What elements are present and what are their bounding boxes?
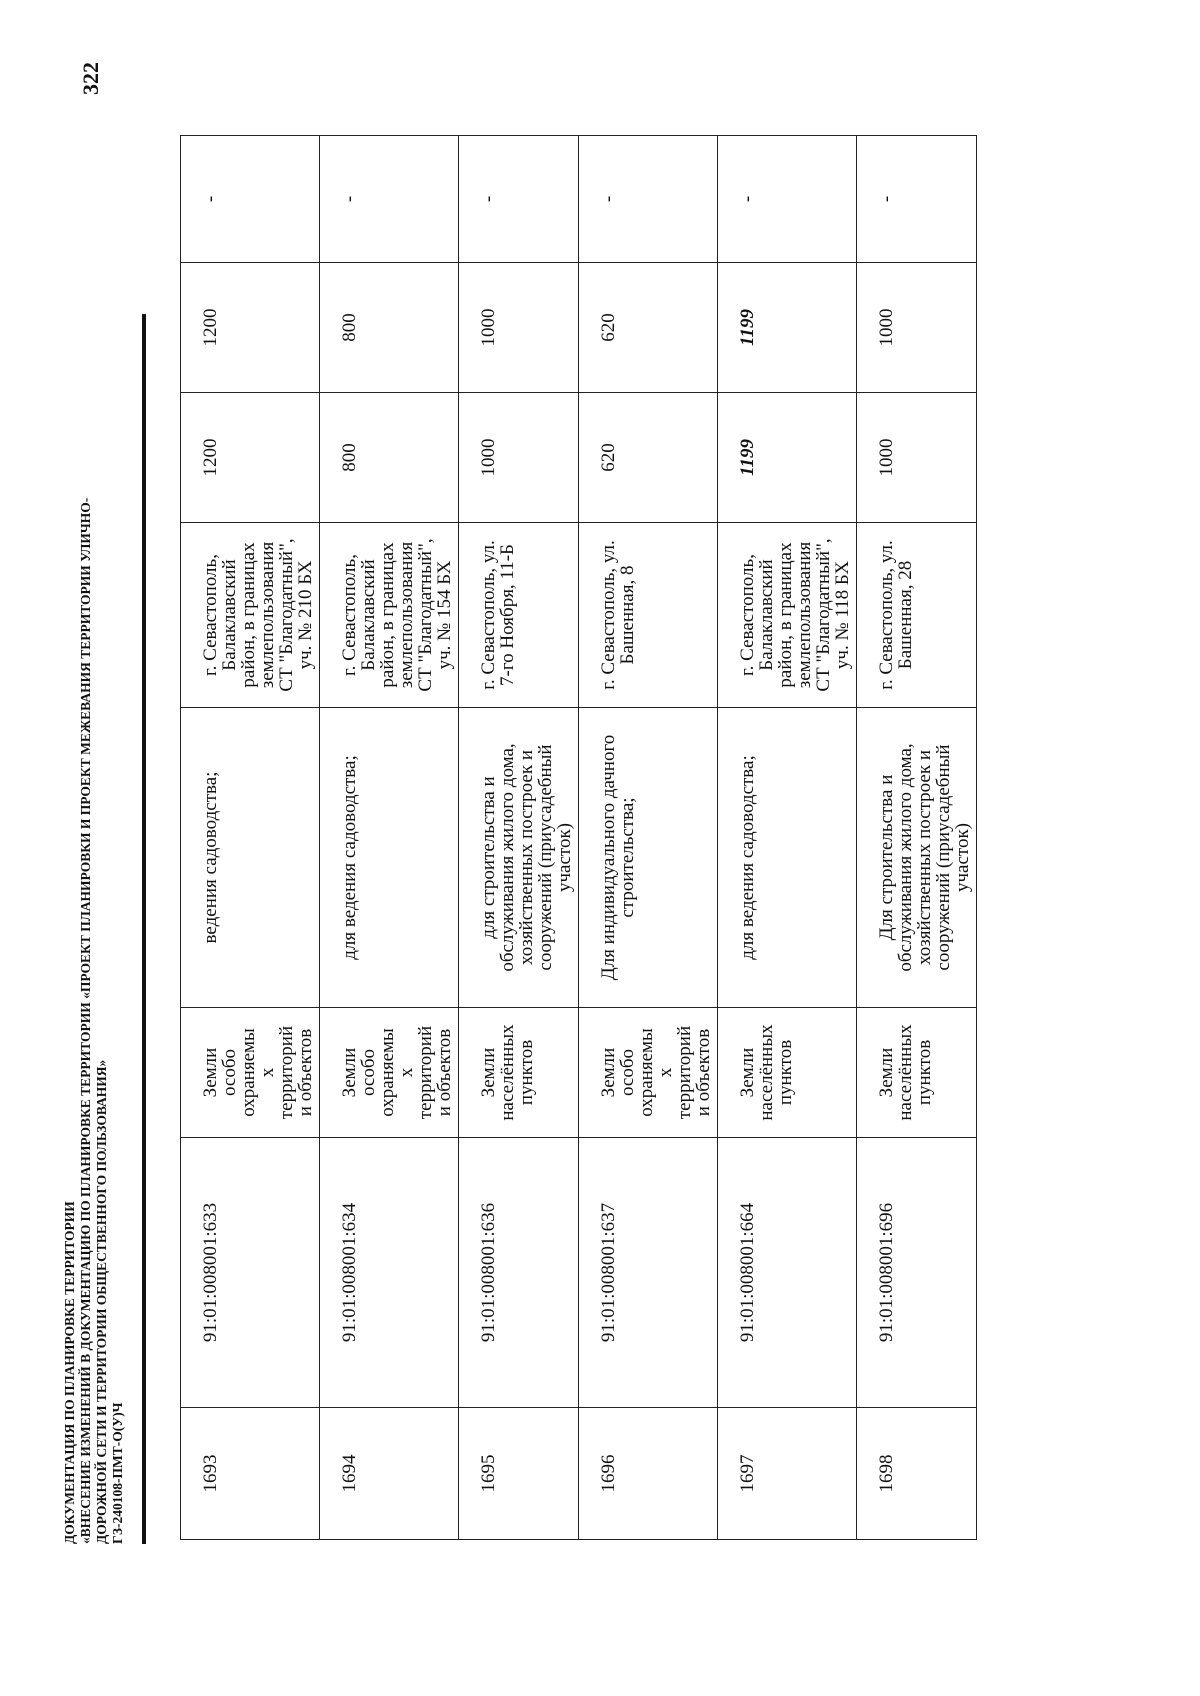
note-cell: -: [181, 136, 320, 263]
address-cell: г. Севастополь, Балаклавский район, в границах землепользования СТ "Благодатный", уч. № 210 БХ: [181, 523, 320, 708]
land-plots-table: [180, 135, 977, 1540]
land-category-cell: Земли населённых пунктов: [857, 1008, 977, 1138]
row-number-cell: 1698: [857, 1408, 977, 1540]
header-line-3: ДОРОЖНОЙ СЕТИ И ТЕРРИТОРИИ ОБЩЕСТВЕННОГО ПОЛЬЗОВАНИЯ»: [94, 1059, 109, 1544]
table-row: [718, 136, 857, 1540]
address-cell: г. Севастополь, ул. Башенная, 8: [579, 523, 718, 708]
cadastral-number-cell: 91:01:008001:637: [579, 1138, 718, 1408]
cadastral-number-cell: 91:01:008001:633: [181, 1138, 320, 1408]
area-actual-cell: 800: [320, 263, 459, 393]
row-number-cell: 1697: [718, 1408, 857, 1540]
page-number: 322: [78, 62, 103, 95]
area-document-cell: 1199: [718, 393, 857, 523]
note-cell: -: [579, 136, 718, 263]
address-cell: г. Севастополь, Балаклавский район, в границах землепользования СТ "Благодатный", уч. № 154 БХ: [320, 523, 459, 708]
cadastral-number-cell: 91:01:008001:664: [718, 1138, 857, 1408]
row-number-cell: 1693: [181, 1408, 320, 1540]
table-row: [459, 136, 579, 1540]
area-document-cell: 1200: [181, 393, 320, 523]
permitted-use-cell: ведения садоводства;: [181, 708, 320, 1008]
row-number-cell: 1695: [459, 1408, 579, 1540]
address-cell: г. Севастополь, ул. Башенная, 28: [857, 523, 977, 708]
row-number-cell: 1694: [320, 1408, 459, 1540]
area-actual-cell: 1200: [181, 263, 320, 393]
permitted-use-cell: для строительства и обслуживания жилого дома, хозяйственных построек и сооружений (приусадебный участок): [459, 708, 579, 1008]
header-line-2: «ВНЕСЕНИЕ ИЗМЕНЕНИЙ В ДОКУМЕНТАЦИЮ ПО ПЛАНИРОВКЕ ТЕРРИТОРИИ «ПРОЕКТ ПЛАНИРОВКИ И ПРОЕКТ МЕЖЕВАНИЯ ТЕРРИТОРИИ УЛИЧНО-: [78, 497, 93, 1544]
table-row: [579, 136, 718, 1540]
table-row: [181, 136, 320, 1540]
table-body: [181, 136, 977, 1540]
permitted-use-cell: Для индивидуального дачного строительства;: [579, 708, 718, 1008]
address-cell: г. Севастополь, Балаклавский район, в границах землепользования СТ "Благодатный", уч. № 118 БХ: [718, 523, 857, 708]
header-line-4: ГЗ-240108-ПМТ-О(У)Ч: [110, 1402, 125, 1544]
row-number-cell: 1696: [579, 1408, 718, 1540]
area-document-cell: 620: [579, 393, 718, 523]
table-row: [857, 136, 977, 1540]
note-cell: -: [459, 136, 579, 263]
note-cell: -: [320, 136, 459, 263]
land-category-cell: Земли особо охраняемы х территорий и объектов: [181, 1008, 320, 1138]
cadastral-number-cell: 91:01:008001:636: [459, 1138, 579, 1408]
cadastral-number-cell: 91:01:008001:634: [320, 1138, 459, 1408]
table-row: [320, 136, 459, 1540]
area-document-cell: 1000: [857, 393, 977, 523]
note-cell: -: [857, 136, 977, 263]
area-document-cell: 1000: [459, 393, 579, 523]
note-cell: -: [718, 136, 857, 263]
area-document-cell: 800: [320, 393, 459, 523]
permitted-use-cell: Для строительства и обслуживания жилого дома, хозяйственных построек и сооружений (приусадебный участок): [857, 708, 977, 1008]
permitted-use-cell: для ведения садоводства;: [718, 708, 857, 1008]
area-actual-cell: 1000: [459, 263, 579, 393]
header-rule: [142, 314, 146, 1544]
land-category-cell: Земли населённых пунктов: [459, 1008, 579, 1138]
area-actual-cell: 1199: [718, 263, 857, 393]
document-header: [62, 294, 126, 1544]
address-cell: г. Севастополь, ул. 7-го Ноября, 11-Б: [459, 523, 579, 708]
cadastral-number-cell: 91:01:008001:696: [857, 1138, 977, 1408]
area-actual-cell: 1000: [857, 263, 977, 393]
land-category-cell: Земли населённых пунктов: [718, 1008, 857, 1138]
land-category-cell: Земли особо охраняемы х территорий и объектов: [320, 1008, 459, 1138]
permitted-use-cell: для ведения садоводства;: [320, 708, 459, 1008]
land-category-cell: Земли особо охраняемы х территорий и объектов: [579, 1008, 718, 1138]
area-actual-cell: 620: [579, 263, 718, 393]
header-line-1: ДОКУМЕНТАЦИЯ ПО ПЛАНИРОВКЕ ТЕРРИТОРИИ: [62, 1201, 77, 1544]
